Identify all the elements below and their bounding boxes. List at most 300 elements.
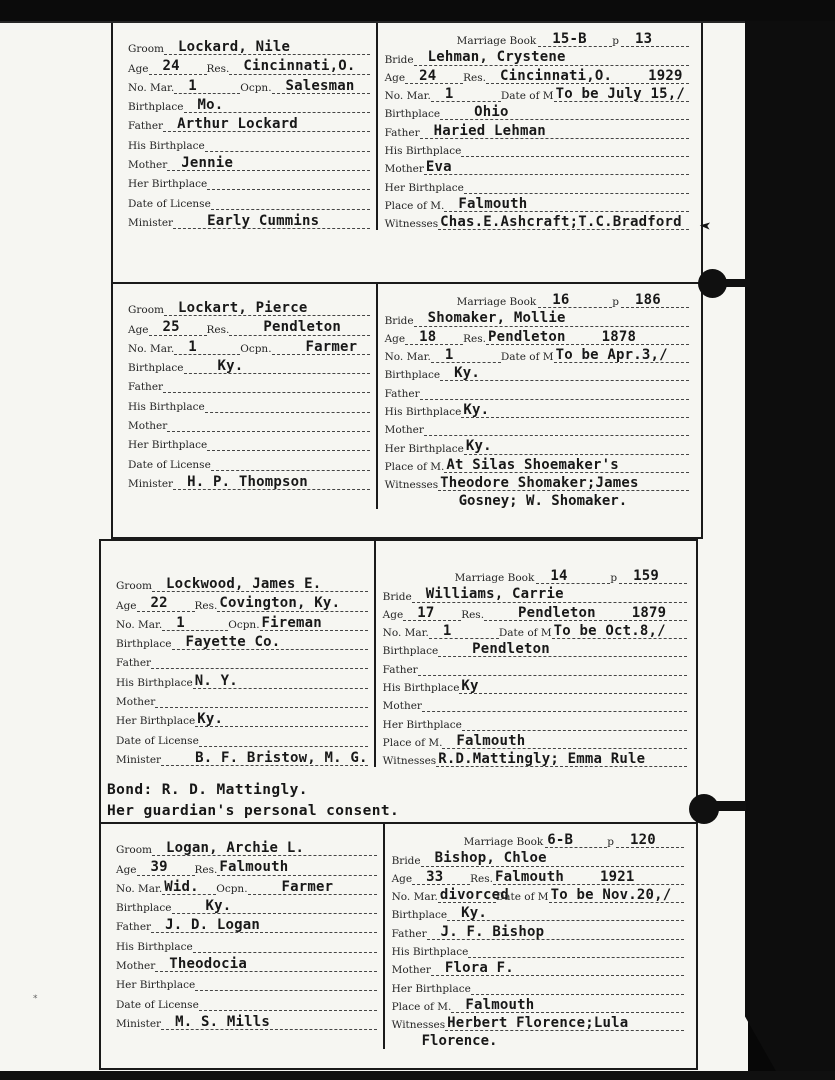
field-value: Herbert Florence;Lula	[445, 1016, 684, 1031]
row-groom-age-res	[116, 856, 377, 875]
field-label: Father	[391, 927, 427, 940]
field-label: Bride	[384, 314, 414, 327]
field-label: Place of M.	[382, 736, 443, 749]
field-value: Flora F.	[431, 961, 684, 976]
field-value: Lockard, Nile	[164, 40, 370, 55]
field-label: Birthplace	[128, 362, 184, 375]
field-label: Res.	[206, 323, 230, 336]
row-groom-name	[128, 36, 370, 55]
field-value: 14	[536, 569, 610, 584]
row-groom-birthplace	[128, 94, 370, 113]
row-groom-date-of-license	[128, 451, 370, 470]
field-label: Age	[116, 599, 137, 612]
field-label: p	[610, 572, 618, 585]
field-label: Age	[384, 332, 406, 345]
row-bride-age-res	[392, 867, 684, 885]
field-value: Mo.	[184, 98, 370, 113]
record-year: 1929	[648, 67, 683, 84]
field-label: Groom	[128, 43, 165, 56]
field-label: Res.	[206, 62, 230, 75]
field-value: 17	[403, 606, 461, 621]
groom-column	[101, 824, 383, 1049]
field-label: Mother	[128, 159, 168, 172]
field-value: 24	[405, 69, 463, 84]
row-groom-mar-ocpn	[128, 75, 370, 94]
row-bride-her-birthplace	[385, 175, 689, 193]
scan-black-band-top	[0, 0, 835, 21]
field-value: 18	[405, 330, 463, 345]
field-label: Marriage Book	[454, 572, 535, 585]
field-value: H. P. Thompson	[173, 475, 370, 490]
field-label: Marriage Book	[456, 35, 537, 48]
field-value: 39	[137, 860, 195, 875]
field-label: Her Birthplace	[391, 982, 471, 995]
row-bride-father	[392, 921, 684, 939]
row-bride-witnesses	[392, 1013, 684, 1031]
bond-note: Bond: R. D. Mattingly.	[107, 782, 308, 799]
row-groom-minister	[128, 471, 370, 490]
row-groom-mother	[128, 152, 370, 171]
row-bride-place-of-m	[383, 731, 687, 749]
row-bride-his-birthplace	[385, 400, 689, 418]
field-label: No. Mar.	[128, 342, 175, 355]
record-columns	[101, 824, 696, 1049]
field-label: Minister	[116, 753, 162, 766]
field-value: Ky.	[195, 712, 367, 727]
field-label: Mother	[128, 420, 168, 433]
field-label: Place of M.	[391, 1000, 452, 1013]
field-label: p	[607, 836, 614, 849]
row-marriage-book	[392, 830, 684, 848]
field-label: Ocpn.	[240, 81, 272, 94]
field-value: 25	[149, 320, 207, 335]
field-label: No. Mar.	[116, 618, 163, 631]
field-value: 1	[174, 79, 240, 94]
field-label: His Birthplace	[391, 946, 469, 959]
field-label: Ocpn.	[240, 342, 272, 355]
field-value: R.D.Mattingly; Emma Rule	[436, 752, 687, 767]
field-label: Date of License	[128, 458, 211, 471]
field-label: Her Birthplace	[116, 715, 196, 728]
marriage-record-lockwood-williams	[101, 541, 696, 822]
row-bride-mar-date	[392, 885, 684, 903]
field-value: Lehman, Crystene	[414, 50, 689, 65]
row-bride-mar-date	[383, 621, 687, 639]
row-bride-father	[383, 657, 687, 675]
field-label: Mother	[116, 960, 156, 973]
row-bride-witnesses	[385, 473, 689, 491]
row-groom-minister	[116, 747, 368, 766]
row-groom-name	[116, 837, 377, 856]
field-value: Ky.	[464, 439, 689, 454]
row-bride-mar-date	[385, 345, 689, 363]
row-groom-age-res	[128, 55, 370, 74]
row-groom-date-of-license	[116, 727, 368, 746]
field-value	[493, 870, 684, 885]
field-value: Ky.	[184, 359, 370, 374]
field-label: Date of License	[116, 734, 199, 747]
field-value: J. F. Bishop	[427, 925, 684, 940]
field-value: 1	[431, 348, 501, 363]
field-value: Chas.E.Ashcraft;T.C.Bradford	[438, 215, 689, 230]
field-value: Ohio	[440, 105, 689, 120]
row-bride-mother	[385, 418, 689, 436]
field-label: Date of M	[498, 627, 552, 640]
field-value: Fayette Co.	[172, 635, 368, 650]
field-label: Birthplace	[116, 638, 172, 651]
field-label: His Birthplace	[116, 676, 193, 689]
field-value: Williams, Carrie	[412, 587, 687, 602]
row-bride-birthplace	[383, 639, 687, 657]
field-label: Birthplace	[382, 645, 439, 658]
field-value: Salesman	[272, 79, 370, 94]
row-bride-witnesses-line2: Gosney; W. Shomaker.	[458, 493, 628, 510]
field-label: His Birthplace	[382, 682, 460, 695]
record-year: 1879	[631, 604, 667, 621]
field-label: Father	[128, 120, 164, 133]
field-label: Witnesses	[382, 755, 437, 768]
field-label: Minister	[128, 477, 174, 490]
field-value: 22	[137, 596, 195, 611]
row-groom-mar-ocpn	[116, 612, 368, 631]
row-groom-mar-ocpn	[128, 336, 370, 355]
field-label: Witnesses	[391, 1019, 446, 1032]
field-label: Father	[116, 921, 152, 934]
field-value: Cincinnati,O.	[229, 59, 369, 74]
field-value: 16	[538, 293, 612, 308]
row-bride-father	[385, 381, 689, 399]
row-groom-date-of-license	[116, 991, 377, 1010]
field-value	[486, 69, 689, 84]
field-value: Eva	[424, 160, 689, 175]
bride-column	[374, 541, 699, 767]
field-label: Mother	[382, 700, 422, 713]
field-value: 1	[174, 340, 240, 355]
row-groom-age-res	[116, 592, 368, 611]
field-label: No. Mar.	[382, 627, 429, 640]
binder-post-bottom-bar	[704, 801, 746, 811]
row-groom-her-birthplace	[128, 432, 370, 451]
row-bride-birthplace	[385, 363, 689, 381]
arrow-smudge-icon: ➤	[698, 218, 713, 232]
field-value: Wid.	[162, 880, 216, 895]
row-bride-mar-date	[385, 84, 689, 102]
field-label: No. Mar.	[391, 891, 438, 904]
groom-column	[101, 541, 374, 767]
field-label: Birthplace	[384, 108, 441, 121]
field-label: Date of M	[500, 351, 554, 364]
field-value: M. S. Mills	[161, 1015, 377, 1030]
field-value: Pendleton	[438, 642, 687, 657]
record-columns	[113, 23, 701, 230]
field-label: Age	[128, 323, 149, 336]
row-groom-his-birthplace	[116, 669, 368, 688]
record-notes	[107, 780, 696, 822]
field-value: Theodocia	[155, 957, 376, 972]
field-value: Covington, Ky.	[217, 596, 367, 611]
scan-black-band-bottom	[0, 1071, 835, 1080]
record-columns	[101, 541, 696, 767]
field-label: Marriage Book	[456, 296, 537, 309]
field-value: Shomaker, Mollie	[414, 311, 689, 326]
row-bride-age-res	[385, 327, 689, 345]
row-bride-name	[383, 584, 687, 602]
marriage-record-lockard-lehman	[113, 23, 701, 282]
field-value: Ky.	[440, 366, 689, 381]
field-label: Age	[382, 608, 404, 621]
row-groom-date-of-license	[128, 190, 370, 209]
field-label: Bride	[382, 590, 412, 603]
row-groom-birthplace	[116, 895, 377, 914]
row-groom-her-birthplace	[128, 171, 370, 190]
field-label: Date of License	[116, 998, 199, 1011]
row-bride-father	[385, 120, 689, 138]
record-columns	[113, 284, 701, 509]
field-value	[484, 606, 687, 621]
field-label: His Birthplace	[128, 400, 205, 413]
field-label: Father	[384, 126, 420, 139]
field-label: Marriage Book	[463, 836, 544, 849]
field-value: Ky.	[447, 906, 684, 921]
field-label: No. Mar.	[384, 351, 431, 364]
field-label: Her Birthplace	[116, 979, 196, 992]
groom-column	[113, 23, 376, 230]
field-label: Mother	[384, 424, 424, 437]
field-value: Lockart, Pierce	[164, 301, 370, 316]
field-value: N. Y.	[193, 674, 368, 689]
field-label: Age	[384, 71, 406, 84]
row-bride-age-res	[385, 66, 689, 84]
row-bride-witnesses	[385, 212, 689, 230]
field-value: Lockwood, James E.	[152, 577, 368, 592]
field-value: Ky.	[172, 899, 377, 914]
field-label: Ocpn.	[228, 618, 260, 631]
bride-column	[376, 284, 701, 509]
row-bride-mother	[392, 958, 684, 976]
field-label: Age	[128, 62, 149, 75]
field-value: Falmouth	[451, 998, 684, 1013]
field-label: Res.	[194, 599, 218, 612]
field-label: Her Birthplace	[128, 178, 208, 191]
field-label: Birthplace	[116, 902, 172, 915]
row-groom-mar-ocpn	[116, 876, 377, 895]
row-bride-witnesses-line2: Florence.	[421, 1033, 498, 1050]
field-value: Ky.	[461, 403, 689, 418]
field-label: Mother	[116, 696, 156, 709]
field-label: Res.	[463, 71, 486, 84]
field-value: Pendleton	[229, 320, 369, 335]
field-value: 6-B	[545, 833, 607, 848]
field-label: Mother	[384, 163, 424, 176]
row-groom-father	[128, 374, 370, 393]
record-card-bottom	[99, 539, 698, 1070]
marriage-record-logan-bishop	[101, 822, 696, 1068]
field-label: p	[612, 296, 619, 309]
field-label: Birthplace	[391, 909, 448, 922]
field-label: Her Birthplace	[384, 442, 464, 455]
field-label: Age	[391, 872, 413, 885]
row-groom-father	[116, 650, 368, 669]
row-bride-his-birthplace	[392, 940, 684, 958]
field-value: Logan, Archie L.	[152, 841, 377, 856]
field-label: Father	[128, 381, 164, 394]
field-label: Res.	[194, 863, 218, 876]
row-bride-her-birthplace	[392, 976, 684, 994]
field-value: Arthur Lockard	[163, 117, 370, 132]
field-value: Farmer	[272, 340, 370, 355]
field-label: Her Birthplace	[382, 718, 462, 731]
row-groom-name	[116, 573, 368, 592]
row-groom-her-birthplace	[116, 708, 368, 727]
field-value: J. D. Logan	[151, 918, 377, 933]
row-bride-name	[392, 848, 684, 866]
field-value: 15-B	[538, 32, 612, 47]
scan-black-band-right	[745, 21, 835, 1080]
row-groom-father	[116, 914, 377, 933]
row-bride-age-res	[383, 603, 687, 621]
row-groom-birthplace	[128, 355, 370, 374]
row-bride-name	[385, 47, 689, 65]
bride-residence: Falmouth	[494, 868, 565, 885]
row-bride-her-birthplace	[385, 436, 689, 454]
field-label: Minister	[116, 1017, 162, 1030]
field-value: To be July 15,/	[554, 87, 689, 102]
field-label: Her Birthplace	[128, 439, 208, 452]
field-label: His Birthplace	[116, 940, 193, 953]
record-card-top	[111, 23, 703, 539]
record-year: 1921	[600, 868, 635, 885]
field-label: Bride	[384, 53, 414, 66]
field-value: Bishop, Chloe	[421, 851, 684, 866]
field-label: Father	[382, 663, 418, 676]
field-label: Date of M	[495, 891, 549, 904]
field-value: Falmouth	[444, 197, 689, 212]
row-bride-his-birthplace	[383, 676, 687, 694]
field-value: Theodore Shomaker;James	[438, 476, 689, 491]
bride-residence: Cincinnati,O.	[499, 67, 613, 84]
field-value: B. F. Bristow, M. G.	[161, 751, 368, 766]
field-label: Mother	[391, 964, 431, 977]
guardian-consent-note: Her guardian's personal consent.	[107, 803, 400, 820]
row-bride-place-of-m	[392, 995, 684, 1013]
row-groom-his-birthplace	[116, 933, 377, 952]
field-value: Jennie	[167, 156, 369, 171]
field-label: No. Mar.	[116, 882, 163, 895]
record-year: 1878	[601, 328, 637, 345]
field-label: Groom	[116, 844, 153, 857]
field-value: 1	[162, 616, 228, 631]
row-bride-mother	[385, 157, 689, 175]
field-value	[486, 330, 689, 345]
field-value: 1	[429, 624, 499, 639]
field-label: Date of M	[500, 90, 554, 103]
field-label: Groom	[128, 304, 165, 317]
row-groom-birthplace	[116, 631, 368, 650]
field-label: Res.	[461, 608, 485, 621]
field-label: Father	[116, 657, 152, 670]
row-bride-birthplace	[385, 102, 689, 120]
field-label: Bride	[391, 854, 421, 867]
field-value: 159	[619, 569, 687, 584]
field-label: Her Birthplace	[384, 181, 464, 194]
bride-residence: Pendleton	[518, 604, 596, 621]
field-label: Minister	[128, 216, 174, 229]
field-value: At Silas Shoemaker's	[444, 458, 689, 473]
row-groom-mother	[128, 413, 370, 432]
row-marriage-book	[385, 290, 689, 308]
field-value: Falmouth	[442, 734, 687, 749]
row-bride-mother	[383, 694, 687, 712]
bride-column	[376, 23, 701, 230]
field-label: His Birthplace	[384, 145, 462, 158]
row-bride-birthplace	[392, 903, 684, 921]
row-groom-mother	[116, 689, 368, 708]
field-value: 120	[616, 833, 684, 848]
field-label: Date of License	[128, 197, 211, 210]
row-marriage-book	[383, 566, 687, 584]
row-groom-father	[128, 113, 370, 132]
field-value: Early Cummins	[173, 214, 370, 229]
field-label: Res.	[470, 872, 493, 885]
field-value: Ky	[459, 679, 687, 694]
row-groom-age-res	[128, 316, 370, 335]
scan-speck-icon: ⁎	[33, 990, 38, 1000]
row-bride-his-birthplace	[385, 139, 689, 157]
field-label: Place of M.	[384, 199, 445, 212]
field-value: divorced	[439, 886, 509, 903]
field-value: 1	[431, 87, 501, 102]
field-value: Farmer	[248, 880, 377, 895]
row-bride-place-of-m	[385, 194, 689, 212]
field-label: Place of M.	[384, 460, 445, 473]
field-label: Res.	[463, 332, 486, 345]
field-label: Witnesses	[384, 218, 439, 231]
row-groom-his-birthplace	[128, 393, 370, 412]
row-bride-name	[385, 308, 689, 326]
row-groom-minister	[116, 1011, 377, 1030]
field-value: 33	[412, 870, 470, 885]
row-bride-witnesses	[383, 749, 687, 767]
row-groom-his-birthplace	[128, 132, 370, 151]
field-label: Father	[384, 387, 420, 400]
row-bride-her-birthplace	[383, 712, 687, 730]
field-label: No. Mar.	[384, 90, 431, 103]
field-value: Falmouth	[217, 860, 376, 875]
field-value: 186	[621, 293, 689, 308]
bride-residence: Pendleton	[487, 328, 566, 345]
field-value: Fireman	[260, 616, 368, 631]
row-groom-her-birthplace	[116, 972, 377, 991]
row-groom-minister	[128, 210, 370, 229]
field-label: No. Mar.	[128, 81, 175, 94]
binder-post-top-bar	[712, 279, 750, 287]
field-label: Groom	[116, 580, 153, 593]
row-marriage-book	[385, 29, 689, 47]
row-bride-place-of-m	[385, 455, 689, 473]
field-value: Haried Lehman	[420, 124, 689, 139]
field-value: To be Oct.8,/	[552, 624, 687, 639]
row-groom-name	[128, 297, 370, 316]
field-label: Ocpn.	[216, 882, 248, 895]
field-label: Age	[116, 863, 137, 876]
field-label: p	[612, 35, 619, 48]
field-value: 24	[149, 59, 207, 74]
field-label: Birthplace	[384, 369, 441, 382]
groom-column	[113, 284, 376, 509]
marriage-record-lockart-shomaker	[113, 282, 701, 535]
field-value: To be Nov.20,/	[549, 888, 684, 903]
field-value: To be Apr.3,/	[554, 348, 689, 363]
